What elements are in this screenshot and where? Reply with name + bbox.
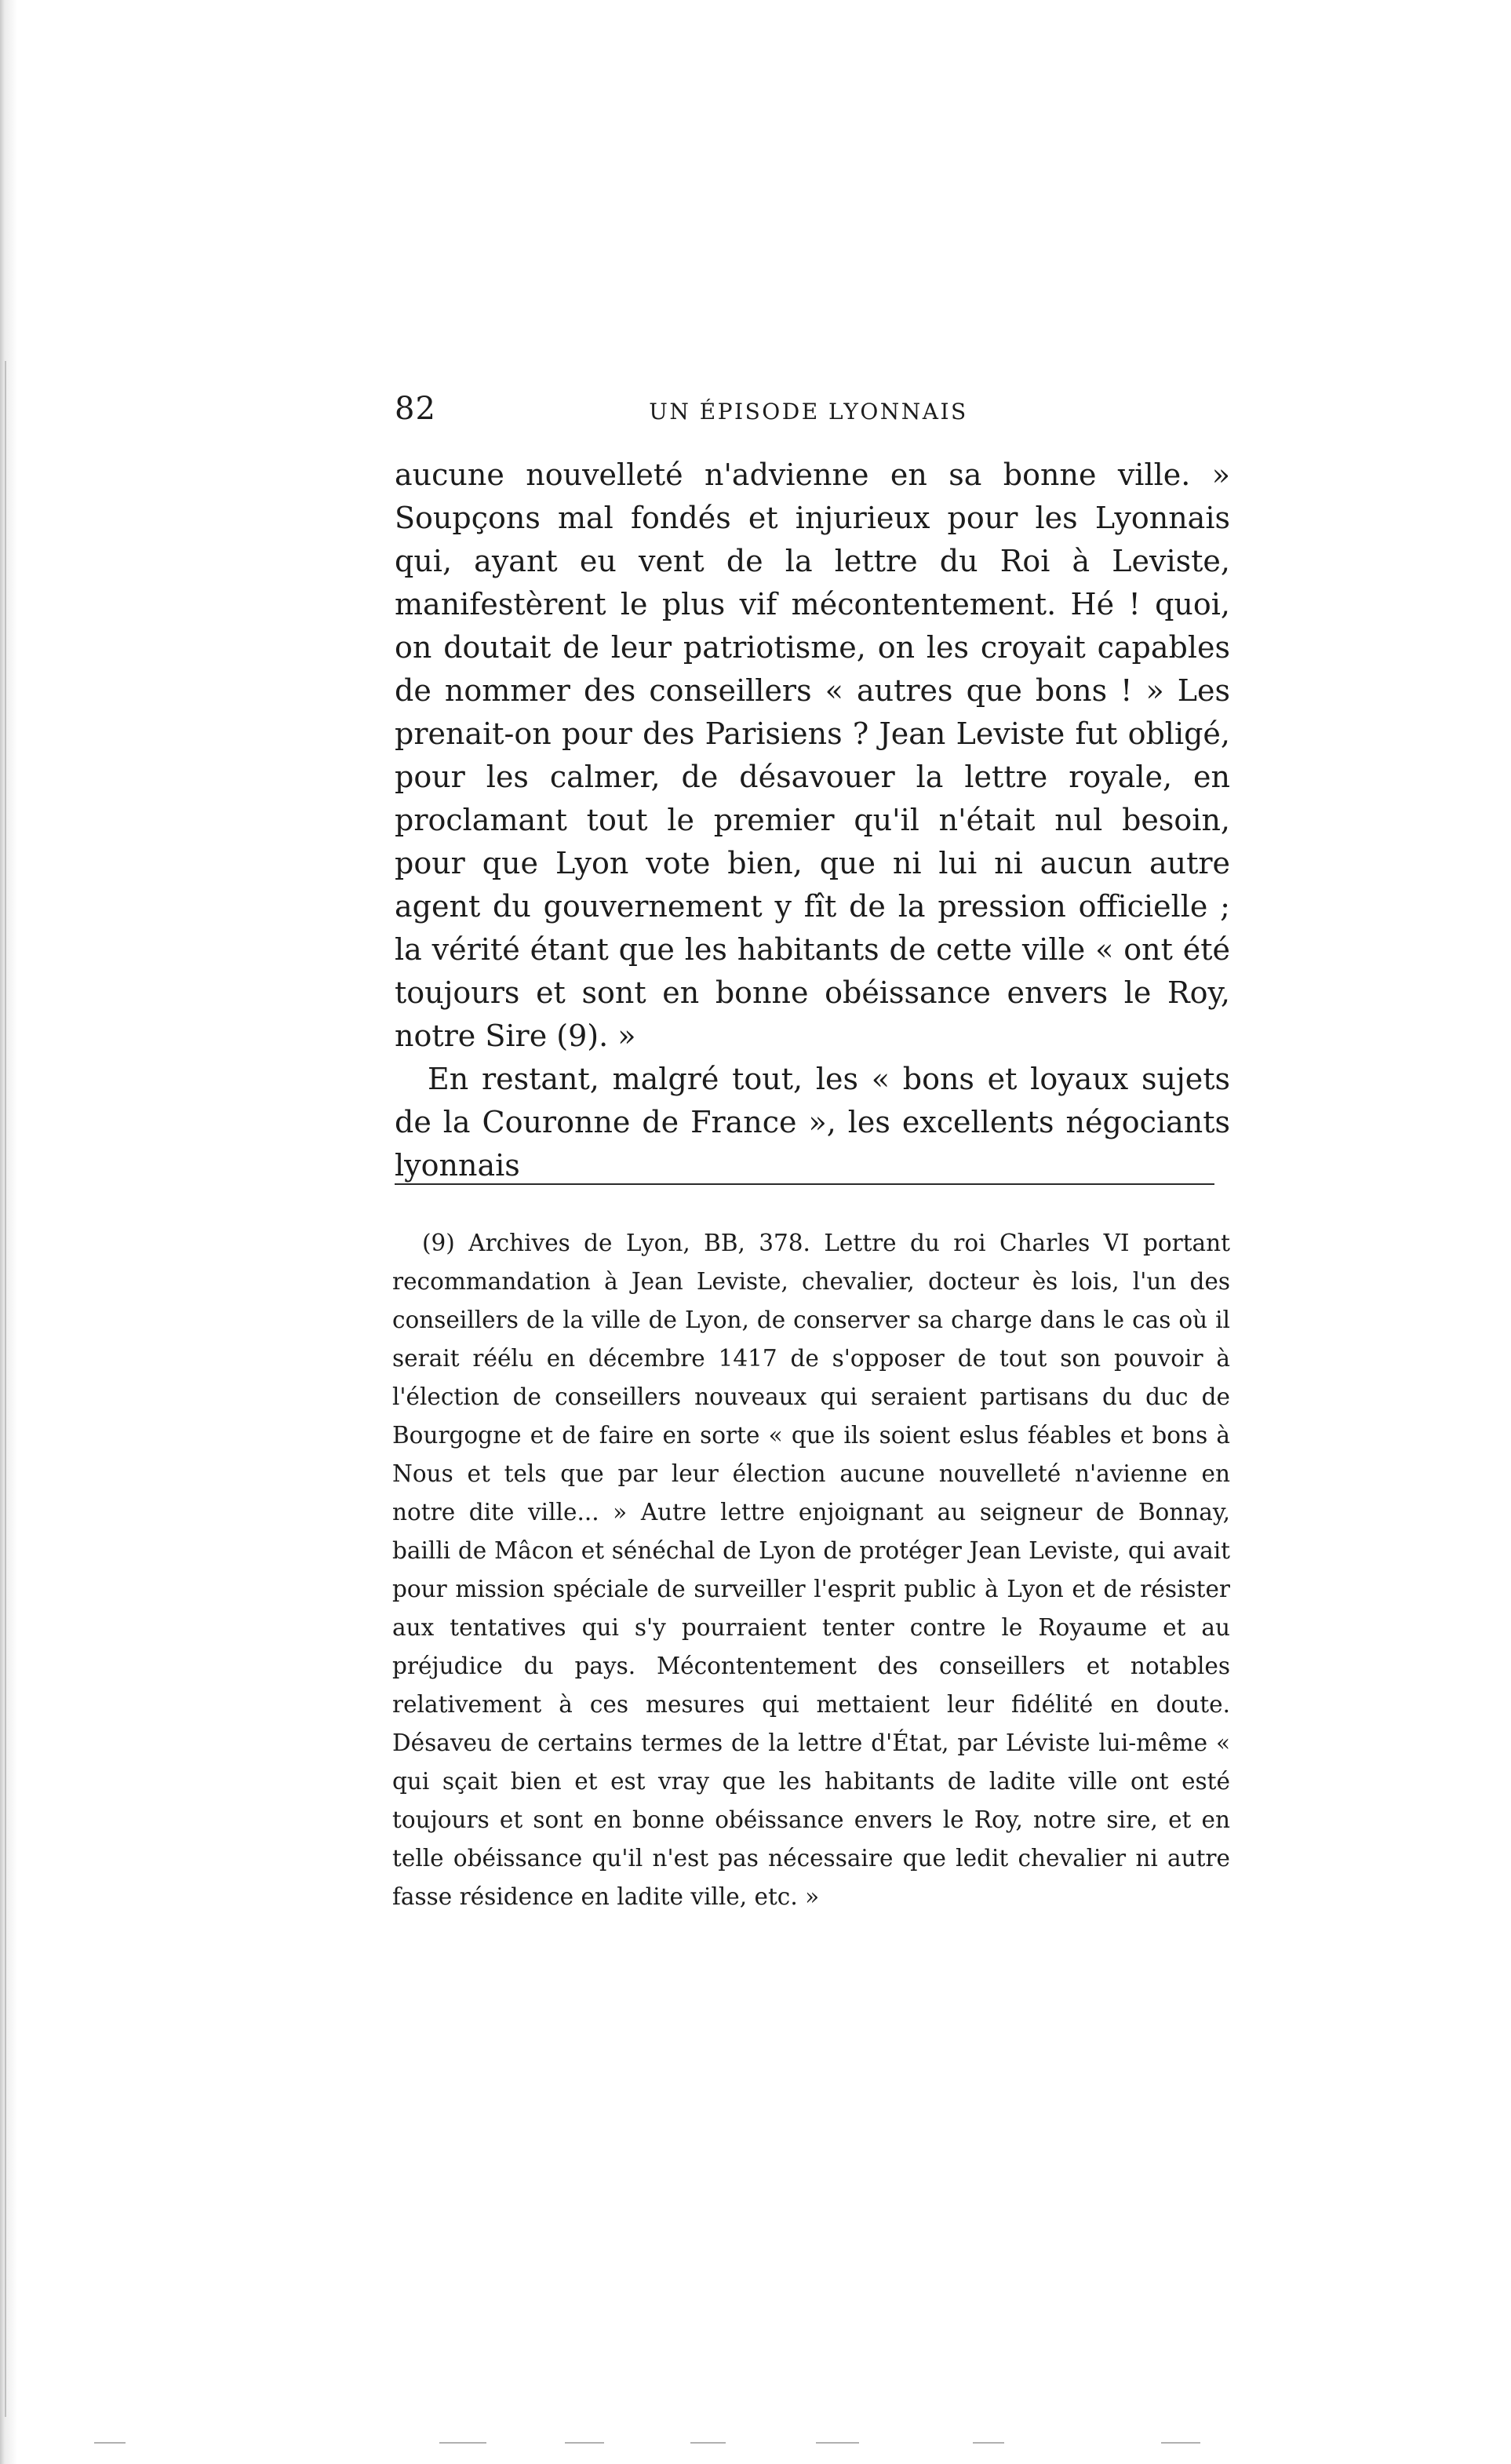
body-paragraph-1: aucune nouvelleté n'advienne en sa bonne ville. » Soupçons mal fondés et injurieux pour les Lyonnais qui, ayant eu vent de la lettre du Roi à Leviste, manifestèrent le plus vif mécontentement. Hé ! quoi, on doutait de leur patriotisme, on les croyait capables de nommer des conseillers « autres que bons ! » Les prenait-on pour des Parisiens ? Jean Leviste fut obligé, pour les calmer, de désavouer la lettre royale, en proclamant tout le premier qu'il n'était nul besoin, pour que Lyon vote bien, que ni lui ni aucun autre agent du gouvernement y fît de la pression officielle ; la vérité étant que les habitants de cette ville « ont été toujours et sont en bonne obéissance envers le Roy, notre Sire (9). » [395,457,1230,1053]
scan-bottom-specks [0,2442,1511,2447]
body-text [395,454,1230,1187]
footnote-9: (9) Archives de Lyon, BB, 378. Lettre du roi Charles VI portant recommandation à Jean Leviste, chevalier, docteur ès lois, l'un des conseillers de la ville de Lyon, de conserver sa charge dans le cas où il serait réélu en décembre 1417 de s'opposer de tout son pouvoir à l'élection de conseillers nouveaux qui seraient partisans du duc de Bourgogne et de faire en sorte « que ils soient eslus féables et bons à Nous et tels que par leur élection aucune nouvelleté n'avienne en notre dite ville... » Autre lettre enjoignant au seigneur de Bonnay, bailli de Mâcon et sénéchal de Lyon de protéger Jean Leviste, qui avait pour mission spéciale de surveiller l'esprit public à Lyon et de résister aux tentatives qui s'y pourraient tenter contre le Royaume et au préjudice du pays. Mécontentement des conseillers et notables relativement à ces mesures qui mettaient leur fidélité en doute. Désaveu de certains termes de la lettre d'État, par Léviste lui-même « qui sçait bien et est vray que les habitants de ladite ville ont esté toujours et sont en bonne obéissance envers le Roy, notre sire, et en telle obéissance qu'il n'est pas nécessaire que ledit chevalier ni autre fasse résidence en ladite ville, etc. » [392,1230,1230,1910]
body-paragraph-2: En restant, malgré tout, les « bons et loyaux sujets de la Couronne de France », les excellents négociants lyonnais [395,1062,1230,1183]
scan-speck [1161,2442,1200,2444]
scan-speck [690,2442,726,2444]
scan-speck [816,2442,859,2444]
scan-speck [973,2442,1004,2444]
page-header [395,391,1230,435]
scan-speck [565,2442,604,2444]
page-number: 82 [395,391,436,427]
scan-page-edge [0,0,17,2464]
scan-speck [439,2442,486,2444]
footnote-separator [395,1183,1214,1185]
scan-speck [94,2442,126,2444]
footnote [392,1224,1230,1916]
scan-binding-line [5,361,6,2417]
running-title: UN ÉPISODE LYONNAIS [649,399,968,425]
